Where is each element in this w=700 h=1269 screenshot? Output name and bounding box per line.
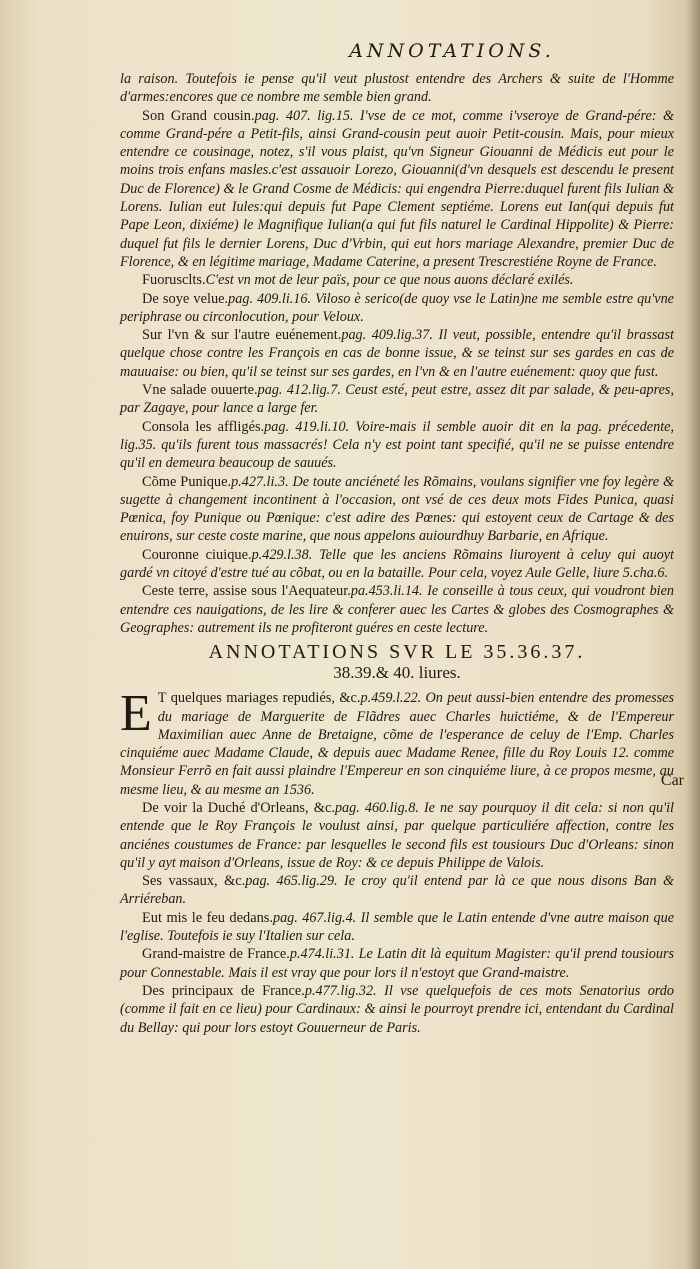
annotation-entry xyxy=(120,70,674,107)
annotation-text: pag. 419.li.10. Voire-mais il semble auoir dit en la pag. précedente, lig.35. qu'ils furent tous massacrés! Cela n'y est point tant specifié, qu'il ne se puisse entendre qu'il en demeura beaucoup de sauués. xyxy=(120,418,674,472)
annotation-text: p.429.l.38. Telle que les anciens Rõmains liuroyent à celuy qui auoyt gardé vn citoyé d'estre tué au cõbat, ou en la bataille. Pour cela, voyez Aule Gelle, liure 5.cha.6. xyxy=(120,546,674,582)
lemma: T quelques mariages repudiés, &c. xyxy=(157,690,361,707)
annotation-text: pag. 412.lig.7. Ceust esté, peut estre, assez dit par salade, & peu-apres, par Zagaye, pour lance a large fer. xyxy=(120,382,674,417)
annotation-entry xyxy=(120,872,674,909)
lemma: Vne salade ouuerte. xyxy=(142,382,258,399)
lemma: Ceste terre, assise sous l'Aequateur. xyxy=(142,583,351,600)
annotation-text: p.459.l.22. On peut aussi-bien entendre des promesses du mariage de Marguerite de Flãdres auec Charles huictiéme, & de l'Empereur Maximilian auec Anne de Bretaigne, cõme de l'esperance de celuy de l'Emp. Charles cinquiéme auec Madame Claude, & depuis auec Madame Renee, fille du Roy Louis 12. comme Monsieur Ferrõ en fait aussi plaindre l'Empereur en son cinquiéme liure, à ce propos mesme, au mesme lieu, & au mesme an 1536. xyxy=(120,690,674,798)
annotation-entry xyxy=(120,107,674,272)
section-annotation-list xyxy=(120,685,674,1037)
annotation-text: pag. 467.lig.4. Il semble que le Latin entende d'vne autre maison que l'eglise. Toutefois ie suy l'Italien sur cela. xyxy=(120,909,674,945)
lemma: Son Grand cousin. xyxy=(142,107,255,124)
running-head: ANNOTATIONS. xyxy=(349,40,555,62)
annotation-text: pag. 465.lig.29. Ie croy qu'il entend par là ce que nous disons Ban & Arriéreban. xyxy=(120,873,674,908)
lemma: Sur l'vn & sur l'autre euénement. xyxy=(142,327,342,344)
annotation-text: pa.453.li.14. Ie conseille à tous ceux, qui voudront bien entendre ces nauigations, de les lire & conferer auec les Cartes & globes des Cosmographes & Geographes: autrement ils ne profiteront guéres en ceste lecture. xyxy=(120,583,674,636)
annotation-entry xyxy=(120,582,674,637)
lemma: Couronne ciuique. xyxy=(142,546,252,563)
annotation-text: la raison. Toutefois ie pense qu'il veut plustost entendre des Archers & suite de l'Homme d'armes:encores que ce nombre me semble bien grand. xyxy=(120,71,674,106)
annotation-entry xyxy=(120,418,674,473)
page-gutter-shadow xyxy=(686,0,700,1269)
annotation-entry xyxy=(120,271,674,289)
lemma: De soye velue. xyxy=(142,290,229,307)
annotation-text: p.477.lig.32. Il vse quelquefois de ces mots Senatorius ordo (comme il fait en ce lieu) pour Cardinaux: & ainsi le pourroyt prendre ici, entendant du Cardinal du Bellay: qui pour lors estoyt Gouuerneur de Paris. xyxy=(120,982,674,1036)
section-title: ANNOTATIONS SVR LE 35.36.37. xyxy=(208,641,586,664)
lemma: Eut mis le feu dedans. xyxy=(142,909,273,926)
annotation-entry xyxy=(120,799,674,872)
annotation-entry xyxy=(120,473,674,546)
lemma: Ses vassaux, &c. xyxy=(142,873,246,890)
annotation-text: pag. 407. lig.15. I'vse de ce mot, comme i'vseroye de Grand-pére: & comme Grand-pére a Petit-fils, ainsi Grand-cousin peut auoir Petit-cousin. Mais, pour mieux entendre ce cousinage, notez, s'il vous plaist, qu'vn Signeur Giouanni de Médicis eut pour le moins trois enfans masles.c'est assauoir Lorezo, Giouanni(d'vn desquels est descendu le present Duc de Florence) & le Grand Cosme de Médicis: qui engendra Pierre:duquel furent fils Iulian & Lorens. Iulian eut Iules:qui depuis fut Pape Clement septiéme. Lorens eut Ian(qui depuis fut Pape Leon, dixiéme) le Magnifique Iulian(a qui fut fils naturel le Cardinal Hippolite) & Pierre: duquel fut fils le dernier Lorens, Duc d'Vrbin, qui eut hors mariage Alexandre, premier Duc de Florence, & en légitime mariage, Madame Caterine, a present Trescrestiéne Royne de France. xyxy=(120,107,674,270)
annotation-entry xyxy=(120,909,674,946)
annotation-text: pag. 409.lig.37. Il veut, possible, entendre qu'il brassast quelque chose contre les François en cas de bonne issue, & se teinst sur ses gardes en cas de mauuaise: ou bien, qu'il se teinst sur ses gardes, en l'vn & en l'autre euénement: quoy que fust. xyxy=(120,327,674,380)
section-subtitle: 38.39.& 40. liures. xyxy=(333,663,461,683)
annotation-entry xyxy=(120,290,674,327)
lemma: Consola les affligés. xyxy=(142,418,265,435)
annotation-entry xyxy=(120,381,674,418)
annotation-text: pag. 409.li.16. Viloso è serico(de quoy vse le Latin)ne me semble estre qu'vne periphrase ou circonlocution, pour Veloux. xyxy=(120,290,674,325)
lemma: Grand-maistre de France. xyxy=(142,946,290,963)
lemma: Fuorusclts. xyxy=(142,272,206,289)
lemma: Des principaux de France. xyxy=(142,982,305,999)
catchword: Car xyxy=(660,772,684,789)
lemma: Cõme Punique. xyxy=(142,473,232,490)
lemma: De voir la Duché d'Orleans, &c. xyxy=(142,799,335,816)
annotation-entry xyxy=(120,685,674,799)
annotation-list xyxy=(120,70,674,637)
annotation-entry xyxy=(120,326,674,381)
annotation-entry xyxy=(120,982,674,1037)
annotation-text: pag. 460.lig.8. Ie ne say pourquoy il dit cela: si non qu'il entende que le Roy François le voulust ainsi, par quelque particuliére affection, contre les anciénes coustumes de France: par lesquelles le second fils est tousiours Duc d'Orleans: sinon qu'il y ayt maison d'Orleans, issue de Roy: & ce depuis Philippe de Valois. xyxy=(120,799,674,871)
annotation-entry xyxy=(120,945,674,982)
annotation-entry xyxy=(120,546,674,583)
annotation-text: p.427.li.3. De toute anciéneté les Rõmains, voulans signifier vne foy legère & sugette à changement incontinent à l'occasion, ont vsé de ces deux mots Fides Punica, quasi Pœnica, foy Punique ou Pœnique: c'est adire des Pœnes: qui estoyent ceux de Cartage & des enuirons, sur ceste coste marine, que nous appelons auiourdhuy Barbarie, en Afrique. xyxy=(120,473,674,545)
annotation-text: C'est vn mot de leur païs, pour ce que nous auons déclaré exilés. xyxy=(205,272,574,289)
drop-cap: E xyxy=(120,685,152,743)
annotation-text: p.474.li.31. Le Latin dit là equitum Magister: qu'il prend tousiours pour Connestable. Mais il est vray que pour lors il n'estoyt que Grand-maistre. xyxy=(120,946,674,981)
